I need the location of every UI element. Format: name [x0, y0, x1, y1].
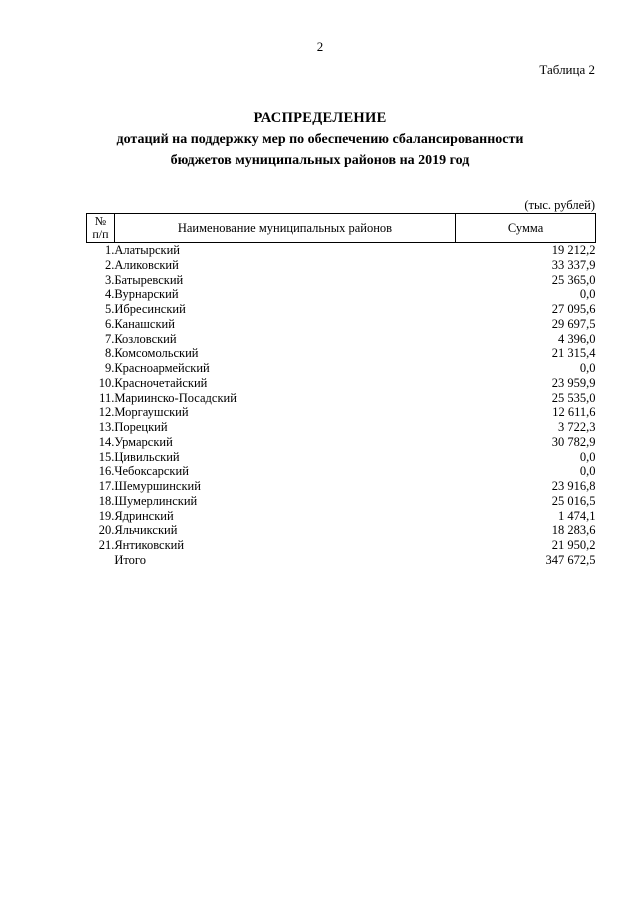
amount: 0,0: [579, 464, 596, 479]
row-number: 17.: [98, 479, 115, 493]
table-row: [87, 450, 596, 465]
table-label: Таблица 2: [539, 62, 595, 77]
district-name: Аликовский: [114, 257, 179, 272]
district-name: Порецкий: [114, 420, 168, 434]
header-num-line1: №: [94, 214, 107, 228]
amount: 25 016,5: [551, 493, 596, 508]
title-line-1: РАСПРЕДЕЛЕНИЕ: [253, 110, 387, 126]
row-number: 21.: [98, 538, 115, 552]
table-row: [87, 317, 596, 332]
header-name: Наименование муниципальных районов: [114, 214, 455, 243]
district-name: Моргаушский: [114, 405, 189, 420]
district-name: Красночетайский: [114, 375, 208, 390]
table-row: [87, 523, 596, 538]
district-name: Шемуршинский: [114, 479, 201, 493]
table-row: [87, 405, 596, 420]
row-number: 9.: [104, 361, 115, 375]
row-number: 12.: [98, 405, 115, 420]
district-name: Яльчикский: [114, 523, 178, 538]
table-row: [87, 287, 596, 302]
table-row: [87, 243, 596, 258]
amount: 18 283,6: [551, 523, 596, 538]
amount: 29 697,5: [551, 316, 596, 331]
total-amount: 347 672,5: [545, 552, 596, 567]
district-name: Комсомольский: [114, 346, 199, 361]
table-row: [87, 494, 596, 509]
amount: 4 396,0: [558, 331, 596, 346]
total-row: [87, 553, 596, 568]
distribution-table: [86, 213, 596, 568]
district-name: Шумерлинский: [114, 493, 198, 508]
table-row: [87, 435, 596, 450]
row-number: 19.: [98, 508, 115, 523]
table-row: [87, 420, 596, 435]
amount: 3 722,3: [558, 420, 596, 434]
amount: 19 212,2: [551, 243, 596, 257]
table-row: [87, 273, 596, 288]
table-header-row: [87, 214, 596, 243]
district-name: Цивильский: [114, 449, 180, 464]
table-row: [87, 479, 596, 494]
district-name: Канашский: [114, 316, 175, 331]
amount: 23 959,9: [551, 375, 596, 390]
amount: 33 337,9: [551, 257, 596, 272]
row-number: 4.: [104, 287, 115, 302]
row-number: 10.: [98, 375, 115, 390]
table-row: [87, 332, 596, 347]
document-title: [0, 108, 640, 171]
amount: 0,0: [579, 287, 596, 302]
row-number: 11.: [99, 390, 115, 405]
table-row: [87, 464, 596, 479]
amount: 25 365,0: [551, 272, 596, 287]
total-label: Итого: [114, 552, 146, 567]
amount: 1 474,1: [558, 508, 596, 523]
table-row: [87, 376, 596, 391]
row-number: 20.: [98, 523, 115, 538]
amount: 27 095,6: [551, 302, 596, 316]
header-num-line2: п/п: [92, 227, 109, 241]
amount: 0,0: [579, 361, 596, 375]
title-line-2: дотаций на поддержку мер по обеспечению сбалансированности: [116, 132, 524, 147]
total-empty-cell: [87, 553, 115, 568]
table-row: [87, 509, 596, 524]
row-number: 5.: [104, 302, 115, 316]
district-name: Ибресинский: [114, 302, 186, 316]
table-row: [87, 302, 596, 317]
district-name: Чебоксарский: [114, 464, 189, 479]
district-name: Янтиковский: [114, 538, 185, 552]
table-row: [87, 391, 596, 406]
page-number: 2: [316, 39, 324, 54]
header-num: [87, 214, 115, 243]
district-name: Ядринский: [114, 508, 174, 523]
district-name: Батыревский: [114, 272, 184, 287]
amount: 21 315,4: [551, 346, 596, 361]
amount: 30 782,9: [551, 434, 596, 449]
row-number: 13.: [98, 420, 115, 434]
district-name: Урмарский: [114, 434, 173, 449]
table-body: [87, 243, 596, 568]
district-name: Красноармейский: [114, 361, 210, 375]
row-number: 8.: [104, 346, 115, 361]
table-row: [87, 538, 596, 553]
row-number: 3.: [104, 272, 115, 287]
amount: 21 950,2: [551, 538, 596, 552]
row-number: 2.: [104, 257, 115, 272]
amount: 0,0: [579, 449, 596, 464]
units-note: (тыс. рублей): [524, 198, 595, 212]
table-row: [87, 361, 596, 376]
header-sum: Сумма: [456, 214, 596, 243]
row-number: 1.: [104, 243, 115, 257]
row-number: 14.: [98, 434, 115, 449]
row-number: 16.: [98, 464, 115, 479]
table-row: [87, 346, 596, 361]
row-number: 7.: [104, 331, 115, 346]
amount: 25 535,0: [551, 390, 596, 405]
row-number: 15.: [98, 449, 115, 464]
table-row: [87, 258, 596, 273]
row-number: 18.: [98, 493, 115, 508]
district-name: Мариинско-Посадский: [114, 390, 237, 405]
title-line-3: бюджетов муниципальных районов на 2019 год: [170, 153, 470, 168]
row-number: 6.: [104, 316, 115, 331]
district-name: Козловский: [114, 331, 177, 346]
amount: 12 611,6: [552, 405, 596, 420]
amount: 23 916,8: [551, 479, 596, 493]
district-name: Вурнарский: [114, 287, 179, 302]
district-name: Алатырский: [114, 243, 180, 257]
